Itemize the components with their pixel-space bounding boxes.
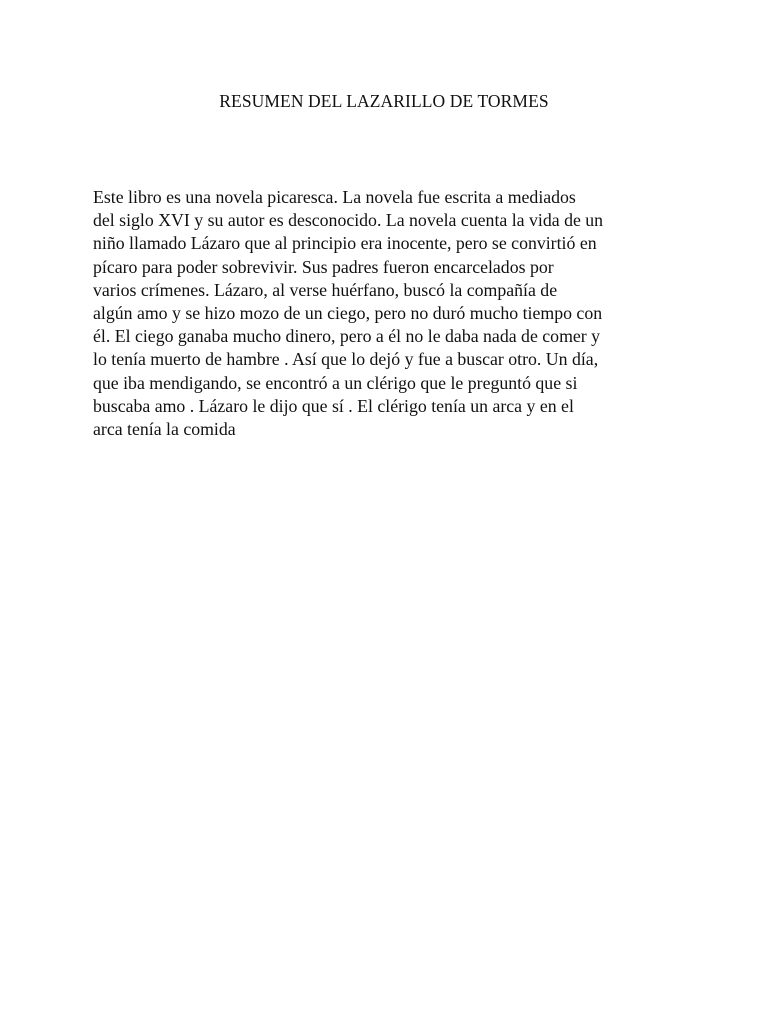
paragraph-line: arca tenía la comida	[93, 419, 236, 440]
paragraph-line: que iba mendigando, se encontró a un clérigo que le preguntó que si	[93, 372, 578, 393]
paragraph-line: buscaba amo . Lázaro le dijo que sí . El clérigo tenía un arca y en el	[93, 395, 574, 416]
summary-paragraph	[93, 186, 693, 441]
paragraph-line: algún amo y se hizo mozo de un ciego, pero no duró mucho tiempo con	[93, 303, 603, 324]
paragraph-line: del siglo XVI y su autor es desconocido. La novela cuenta la vida de un	[93, 210, 604, 231]
paragraph-line: Este libro es una novela picaresca. La novela fue escrita a mediados	[93, 187, 576, 207]
paragraph-line: lo tenía muerto de hambre . Así que lo dejó y fue a buscar otro. Un día,	[93, 349, 599, 370]
paragraph-line: él. El ciego ganaba mucho dinero, pero a él no le daba nada de comer y	[93, 326, 601, 347]
document-title: RESUMEN DEL LAZARILLO DE TORMES	[219, 91, 549, 111]
paragraph-line: varios crímenes. Lázaro, al verse huérfano, buscó la compañía de	[93, 279, 558, 300]
paragraph-line: pícaro para poder sobrevivir. Sus padres fueron encarcelados por	[93, 256, 554, 277]
paragraph-line: niño llamado Lázaro que al principio era inocente, pero se convirtió en	[93, 233, 597, 254]
